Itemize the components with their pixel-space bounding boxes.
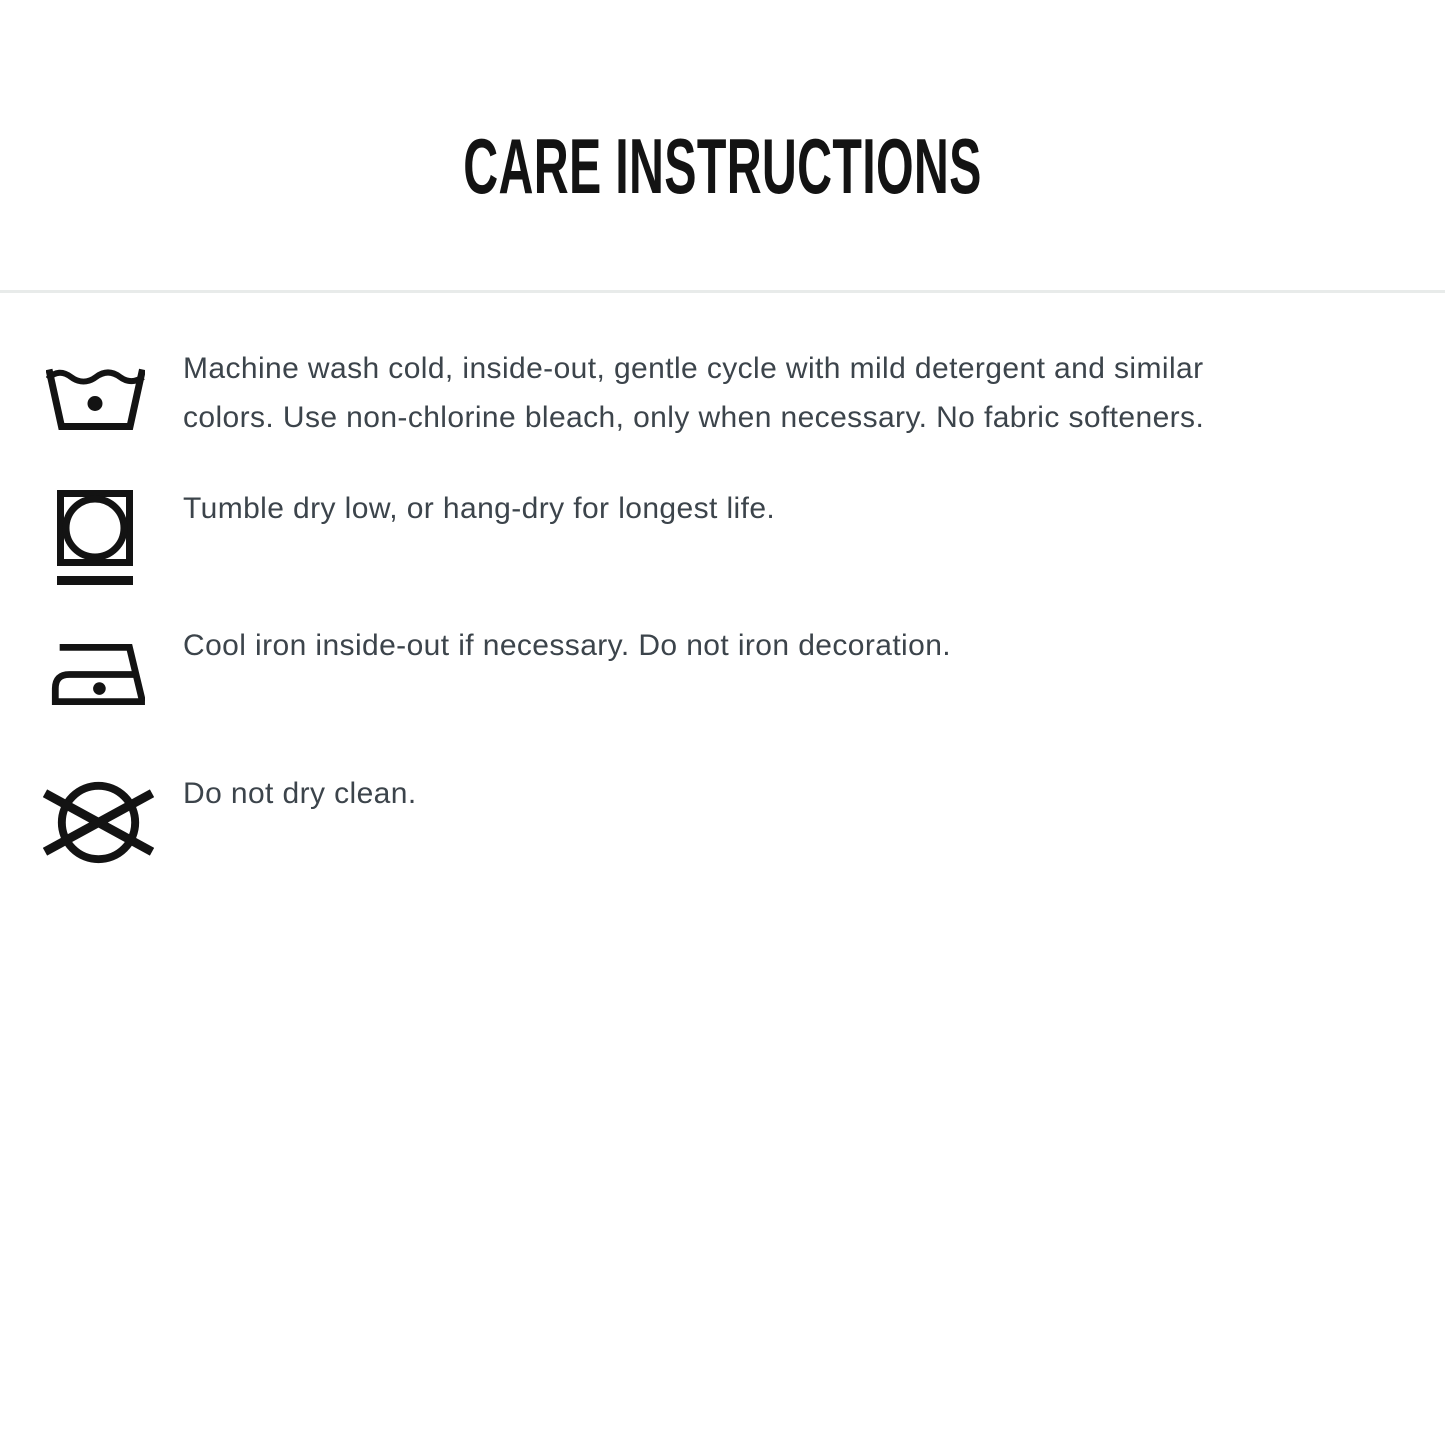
- machine-wash-icon: [46, 367, 145, 430]
- instruction-text-wash: [183, 344, 1428, 442]
- instruction-line: Do not dry clean.: [183, 777, 417, 810]
- page-title: CARE INSTRUCTIONS: [463, 122, 982, 210]
- instruction-text-iron: [183, 621, 1428, 670]
- instruction-line: colors. Use non-chlorine bleach, only when necessary. No fabric softeners.: [183, 401, 1205, 434]
- do-not-dry-clean-icon: [43, 781, 154, 864]
- tumble-dry-icon: [57, 490, 133, 587]
- instruction-text-dry-clean: [183, 769, 1428, 818]
- instruction-line: Machine wash cold, inside-out, gentle cycle with mild detergent and similar: [183, 352, 1204, 385]
- instruction-text-tumble-dry: [183, 484, 1428, 533]
- instruction-line: Cool iron inside-out if necessary. Do not iron decoration.: [183, 629, 952, 662]
- instruction-line: Tumble dry low, or hang-dry for longest life.: [183, 492, 776, 525]
- divider: [0, 290, 1445, 293]
- iron-icon: [48, 643, 145, 706]
